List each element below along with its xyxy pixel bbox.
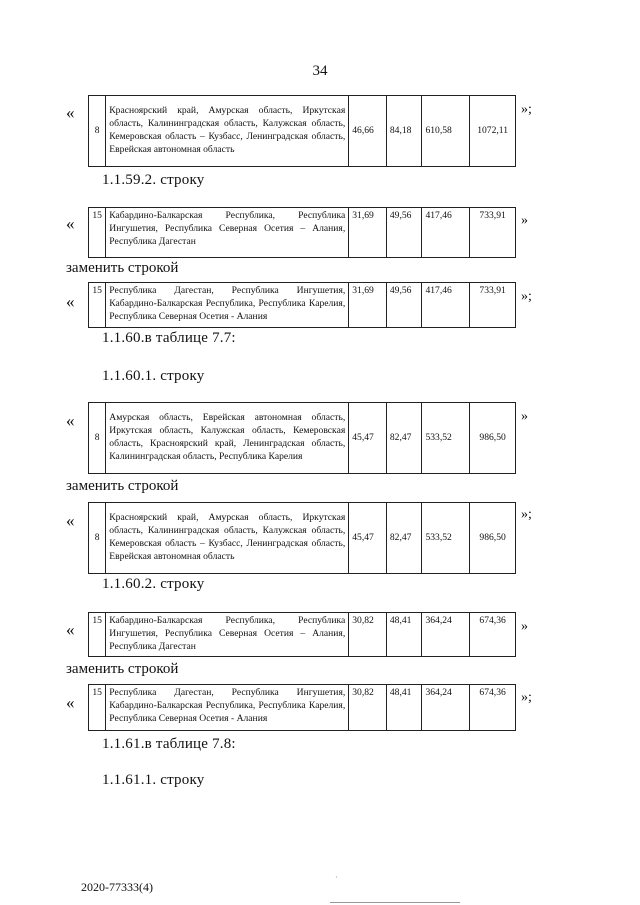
row-value-1: 45,47	[349, 503, 387, 574]
row-value-1: 45,47	[349, 403, 387, 474]
row-number: 15	[89, 208, 106, 258]
end-quote: »;	[521, 289, 532, 304]
row-value-2: 82,47	[386, 403, 422, 474]
row-value-4: 733,91	[470, 208, 516, 258]
row-number: 15	[89, 685, 106, 731]
row-value-2: 48,41	[386, 613, 422, 657]
end-quote: »;	[521, 690, 532, 705]
replace-label: заменить строкой	[66, 260, 179, 276]
heading-1-1-60: 1.1.60.в таблице 7.7:	[102, 330, 236, 346]
open-quote: «	[66, 693, 75, 712]
row-value-1: 30,82	[349, 613, 387, 657]
heading-1-1-60-2: 1.1.60.2. строку	[102, 576, 205, 592]
open-quote: «	[66, 214, 75, 233]
page-number: 34	[312, 63, 328, 79]
table-row	[88, 95, 516, 167]
open-quote: «	[66, 292, 75, 311]
row-value-1: 31,69	[349, 283, 387, 328]
row-value-3: 364,24	[422, 685, 470, 731]
open-quote: «	[66, 103, 75, 122]
row-value-2: 84,18	[386, 96, 422, 167]
table-row	[88, 402, 516, 474]
row-value-2: 49,56	[386, 283, 422, 328]
row-value-1: 30,82	[349, 685, 387, 731]
row-value-4: 733,91	[470, 283, 516, 328]
open-quote: «	[66, 620, 75, 639]
row-regions: Кабардино-Балкарская Республика, Республика Ингушетия, Республика Северная Осетия – Алания, Республика Дагестан	[106, 208, 349, 258]
open-quote: «	[66, 411, 75, 430]
row-value-1: 31,69	[349, 208, 387, 258]
row-value-4: 986,50	[470, 403, 516, 474]
end-quote: »	[521, 213, 528, 228]
row-value-3: 417,46	[422, 208, 470, 258]
row-regions: Амурская область, Еврейская автономная область, Иркутская область, Калужская область, Кемеровская область, Красноярский край, Ленинградская область, Калининградская область, Республика Карелия	[106, 403, 349, 474]
row-number: 15	[89, 613, 106, 657]
footer-document-code: 2020-77333(4)	[81, 880, 153, 894]
open-quote: «	[66, 511, 75, 530]
heading-1-1-60-1: 1.1.60.1. строку	[102, 368, 205, 384]
end-quote: »	[521, 409, 528, 424]
row-regions: Красноярский край, Амурская область, Иркутская область, Калининградская область, Калужская область, Кемеровская область – Кузбасс, Ленинградская область, Еврейская автономная область	[106, 503, 349, 574]
row-number: 8	[89, 403, 106, 474]
table-row	[88, 207, 516, 258]
row-number: 15	[89, 283, 106, 328]
row-regions: Кабардино-Балкарская Республика, Республика Ингушетия, Республика Северная Осетия – Алания, Республика Дагестан	[106, 613, 349, 657]
row-value-2: 82,47	[386, 503, 422, 574]
replace-label: заменить строкой	[66, 661, 179, 677]
scan-edge-line	[330, 902, 460, 903]
row-regions: Красноярский край, Амурская область, Иркутская область, Калининградская область, Калужская область, Кемеровская область – Кузбасс, Ленинградская область, Еврейская автономная область	[106, 96, 349, 167]
row-value-4: 674,36	[470, 685, 516, 731]
scan-dot: ·	[335, 873, 338, 882]
row-value-3: 364,24	[422, 613, 470, 657]
heading-1-1-61-1: 1.1.61.1. строку	[102, 772, 205, 788]
table-row	[88, 282, 516, 328]
end-quote: »	[521, 619, 528, 634]
row-value-1: 46,66	[349, 96, 387, 167]
row-value-4: 986,50	[470, 503, 516, 574]
row-value-3: 533,52	[422, 503, 470, 574]
row-value-3: 533,52	[422, 403, 470, 474]
row-value-3: 417,46	[422, 283, 470, 328]
end-quote: »;	[521, 102, 532, 117]
row-value-4: 674,36	[470, 613, 516, 657]
heading-1-1-61: 1.1.61.в таблице 7.8:	[102, 736, 236, 752]
row-value-4: 1072,11	[470, 96, 516, 167]
row-number: 8	[89, 96, 106, 167]
row-regions: Республика Дагестан, Республика Ингушетия, Кабардино-Балкарская Республика, Республика Карелия, Республика Северная Осетия - Алания	[106, 685, 349, 731]
row-regions: Республика Дагестан, Республика Ингушетия, Кабардино-Балкарская Республика, Республика Карелия, Республика Северная Осетия - Алания	[106, 283, 349, 328]
end-quote: »;	[521, 507, 532, 522]
table-row	[88, 612, 516, 657]
replace-label: заменить строкой	[66, 478, 179, 494]
table-row	[88, 684, 516, 731]
heading-1-1-59-2: 1.1.59.2. строку	[102, 172, 205, 188]
row-value-2: 49,56	[386, 208, 422, 258]
row-value-3: 610,58	[422, 96, 470, 167]
row-value-2: 48,41	[386, 685, 422, 731]
table-row	[88, 502, 516, 574]
row-number: 8	[89, 503, 106, 574]
